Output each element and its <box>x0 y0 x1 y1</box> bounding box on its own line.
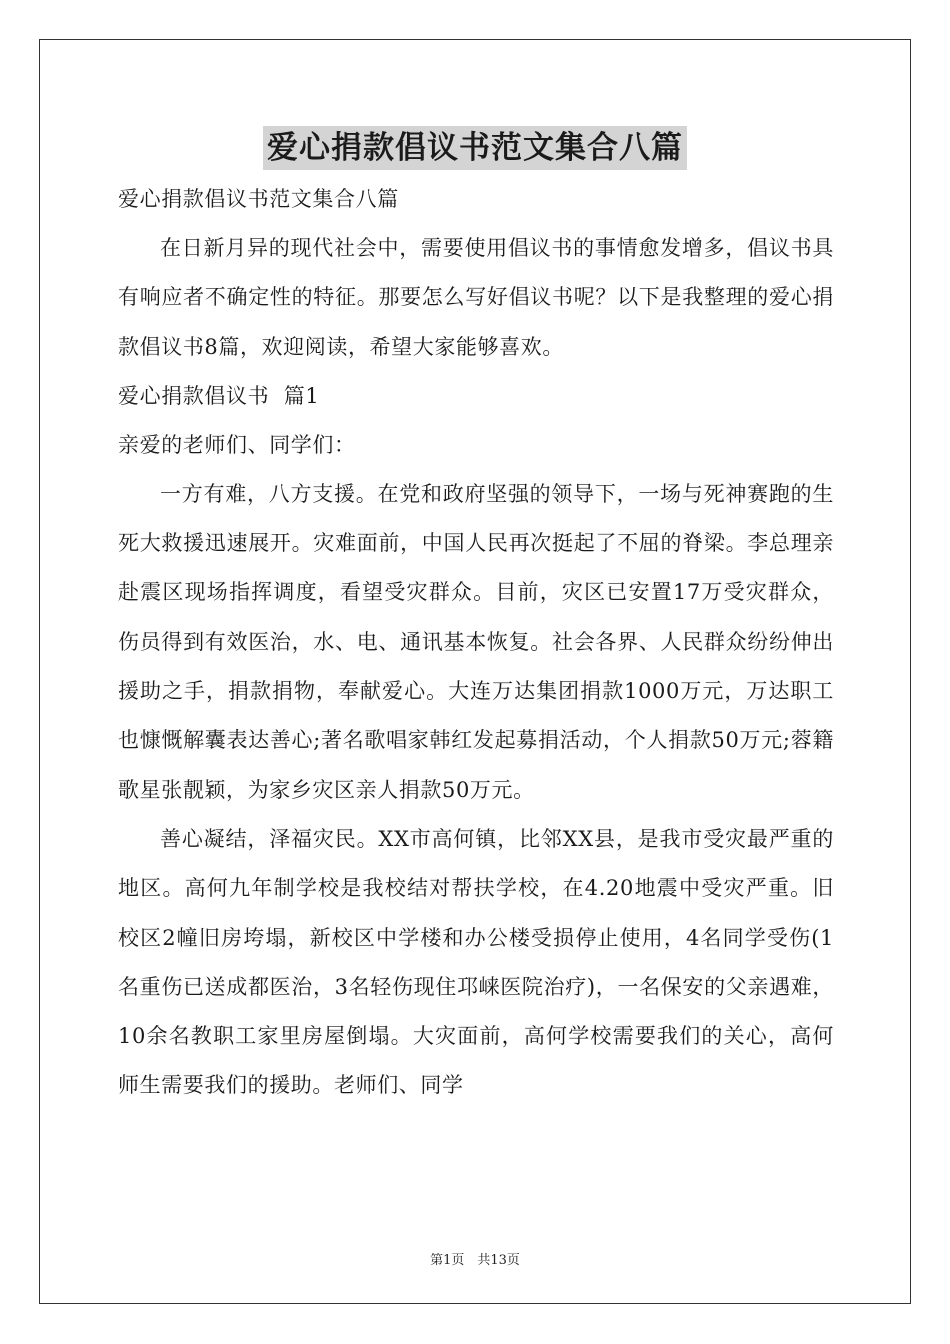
title-container <box>0 126 950 170</box>
intro-paragraph: 在日新月异的现代社会中，需要使用倡议书的事情愈发增多，倡议书具有响应者不确定性的特征。那要怎么写好倡议书呢？以下是我整理的爱心捐款倡议书8篇，欢迎阅读，希望大家能够喜欢。 <box>118 236 834 359</box>
document-body <box>118 175 834 1111</box>
body-paragraph: 善心凝结，泽福灾民。XX市高何镇，比邻XX县，是我市受灾最严重的地区。高何九年制学校是我校结对帮扶学校，在4.20地震中受灾严重。旧校区2幢旧房垮塌，新校区中学楼和办公楼受损停止使用，4名同学受伤(1名重伤已送成都医治，3名轻伤现住邛崃医院治疗)，一名保安的父亲遇难，10余名教职工家里房屋倒塌。大灾面前，高何学校需要我们的关心，高何师生需要我们的援助。老师们、同学 <box>118 826 834 1098</box>
document-title: 爱心捐款倡议书范文集合八篇 <box>263 126 687 170</box>
section-heading: 爱心捐款倡议书 篇1 <box>118 383 320 408</box>
subtitle: 爱心捐款倡议书范文集合八篇 <box>118 187 399 211</box>
page-footer: 第1页 共13页 <box>430 1253 520 1268</box>
body-paragraph: 一方有难，八方支援。在党和政府坚强的领导下，一场与死神赛跑的生死大救援迅速展开。灾难面前，中国人民再次挺起了不屈的脊梁。李总理亲赴震区现场指挥调度，看望受灾群众。目前，灾区已安置17万受灾群众，伤员得到有效医治，水、电、通讯基本恢复。社会各界、人民群众纷纷伸出援助之手，捐款捐物，奉献爱心。大连万达集团捐款1000万元，万达职工也慷慨解囊表达善心;著名歌唱家韩红发起募捐活动，个人捐款50万元;蓉籍歌星张靓颖，为家乡灾区亲人捐款50万元。 <box>118 481 834 802</box>
salutation: 亲爱的老师们、同学们： <box>118 432 356 457</box>
